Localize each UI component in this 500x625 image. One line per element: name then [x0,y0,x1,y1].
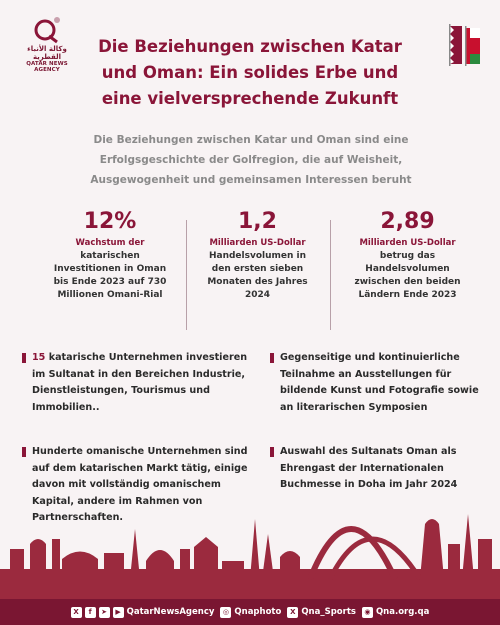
instagram-icon: ◎ [220,607,231,618]
sports-link[interactable] [287,607,356,618]
telegram-icon: ➤ [99,607,110,618]
stat-investment-growth [50,208,170,302]
x-icon: X [71,607,82,618]
facebook-icon: f [85,607,96,618]
stat-label: Milliarden US-Dollar [359,238,456,248]
title-line-3: eine vielversprechende Zukunft [101,89,399,108]
x-icon: X [287,607,298,618]
qna-emblem-icon [27,14,67,44]
stat-trade-volume-2024 [200,208,315,302]
stat-desc: betrug das Handelsvolumen zwischen den beiden Ländern Ende 2023 [354,251,461,300]
subtitle-line: Erfolgsgeschichte der Golfregion, die auf Weisheit, [99,154,403,166]
footer-handle-3: Qna_Sports [301,607,356,617]
bullet-exhibitions: Gegenseitige und kontinuierliche Teilnahme an Ausstellungen für bildende Kunst und Fotografie sowie an literarischen Symposien [270,350,490,416]
stat-number: 12% [83,209,137,234]
social-group[interactable] [71,607,215,618]
footer-handle-4: Qna.org.qa [375,607,430,617]
globe-icon: ◉ [362,607,373,618]
footer-handle-1: QatarNewsAgency [126,607,215,617]
logo-arabic: وكالة الأنباء القطرية [27,45,67,61]
subtitle [70,130,432,190]
footer-bar [0,599,500,625]
qna-logo [14,14,80,73]
youtube-icon: ▶ [113,607,124,618]
website-link[interactable] [362,607,429,618]
bullet-book-fair: Auswahl des Sultanats Oman als Ehrengast der Internationalen Buchmesse in Doha im Jahr 2024 [270,444,490,494]
instagram-link[interactable] [220,607,281,618]
title-line-2: und Oman: Ein solides Erbe und [101,63,399,82]
bullet-omani-companies: Hunderte omanische Unternehmen sind auf dem katarischen Markt tätig, einige davon mit vollständig omanischem Kapital, andere im Rahmen von Partnerschaften. [22,444,252,527]
page-title [88,34,412,112]
skyline-illustration [0,489,500,599]
title-line-1: Die Beziehungen zwischen Katar [98,37,402,56]
divider [186,220,187,330]
stat-number: 2,89 [380,209,435,234]
stat-number: 1,2 [238,209,277,234]
footer-handle-2: Qnaphoto [234,607,282,617]
stat-trade-volume-2023 [345,208,470,302]
stat-desc: katarischen Investitionen in Oman bis Ende 2023 auf 730 Millionen Omani-Rial [53,251,167,300]
qatar-oman-flags-icon [444,20,484,66]
divider [330,220,331,330]
stat-label: Milliarden US-Dollar [209,238,306,248]
stat-label: Wachstum der [75,238,145,248]
bullet-qatari-companies: 15 katarische Unternehmen investieren im Sultanat in den Bereichen Industrie, Dienstleistungen, Tourismus und Immobilien.. [22,350,252,416]
logo-english: QATAR NEWS AGENCY [26,61,68,73]
subtitle-line: Ausgewogenheit und gemeinsamen Interessen beruht [90,174,412,186]
subtitle-line: Die Beziehungen zwischen Katar und Oman sind eine [93,134,409,146]
stat-desc: Handelsvolumen in den ersten sieben Monaten des Jahres 2024 [207,251,308,300]
